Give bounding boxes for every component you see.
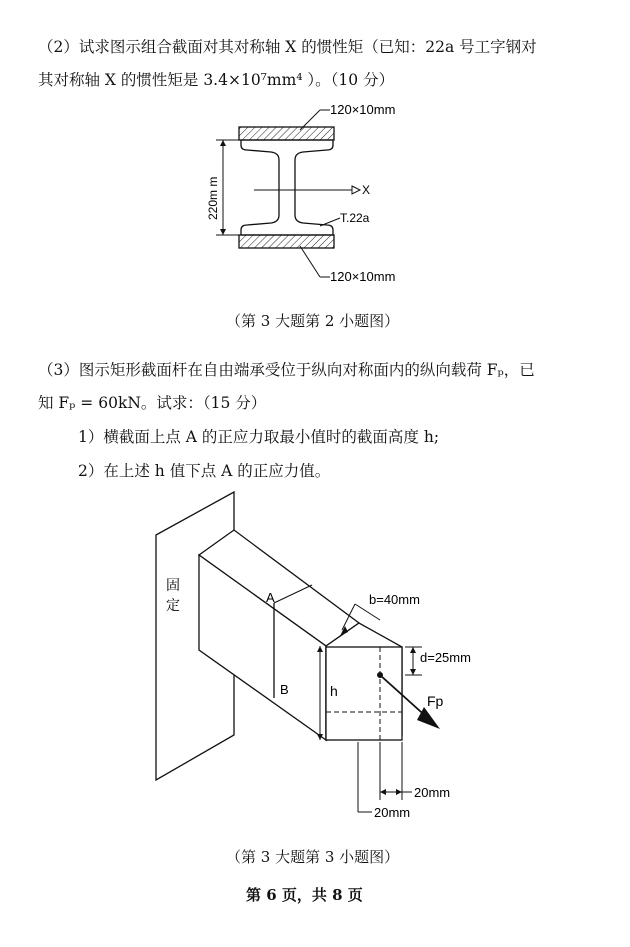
q2-text-line-1: （2）试求图示组合截面对其对称轴 X 的惯性矩（已知：22a 号工字钢对 — [38, 38, 537, 56]
point-b-label: B — [280, 682, 289, 697]
section-label: T.22a — [340, 211, 370, 225]
d-dimension-label: d=25mm — [420, 650, 471, 665]
h-label: h — [330, 683, 338, 699]
dim-20mm-label-1: 20mm — [414, 785, 451, 800]
top-plate-label: 120×10mm — [330, 102, 396, 117]
q3-text-line-1: （3）图示矩形截面杆在自由端承受位于纵向对称面内的纵向载荷 Fₚ，已 — [38, 361, 535, 379]
q3-text-line-2: 知 Fₚ = 60kN。试求：（15 分） — [38, 394, 267, 412]
page-footer: 第 6 页，共 8 页 — [246, 886, 363, 904]
force-label: Fp — [427, 693, 444, 709]
q2-text-line-2: 其对称轴 X 的惯性矩是 3.4×10⁷mm⁴ ）。（10 分） — [38, 71, 395, 89]
bottom-plate-label: 120×10mm — [330, 269, 396, 284]
q3-item-1: 1）横截面上点 A 的正应力取最小值时的截面高度 h; — [78, 428, 440, 446]
dim-20mm-label-2: 20mm — [374, 805, 411, 820]
fixed-label-2: 定 — [166, 598, 180, 614]
figure-1-caption: （第 3 大题第 2 小题图） — [226, 312, 400, 330]
fixed-label-1: 固 — [166, 578, 180, 594]
point-a-label: A — [266, 590, 275, 605]
q3-item-2: 2）在上述 h 值下点 A 的正应力值。 — [78, 462, 331, 480]
b-dimension-label: b=40mm — [369, 592, 420, 607]
figure-2-caption: （第 3 大题第 3 小题图） — [226, 848, 400, 866]
x-axis-label: X — [362, 183, 371, 197]
height-dimension-label: 220m m — [206, 176, 220, 220]
